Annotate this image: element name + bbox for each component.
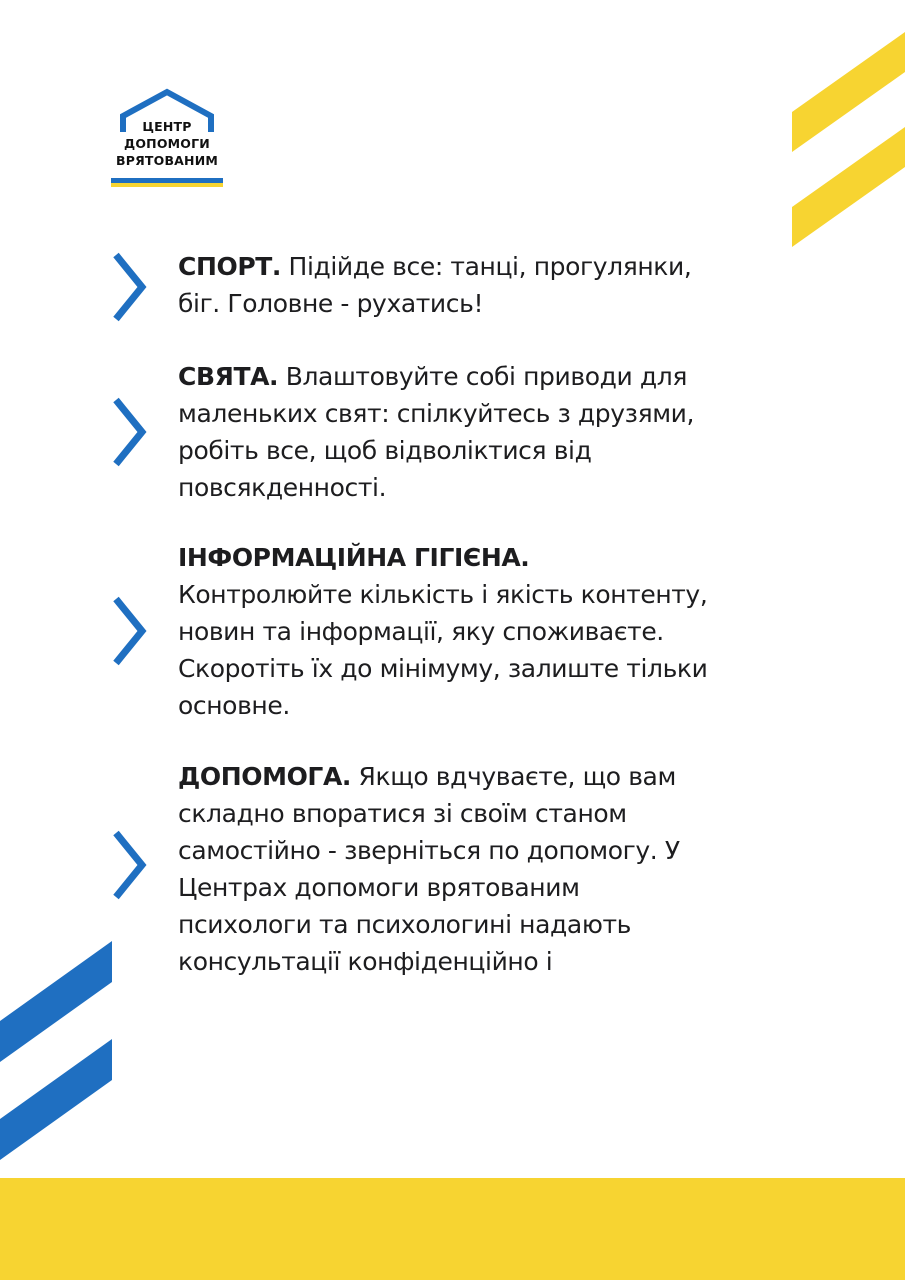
yellow-stripe-middle: [792, 127, 905, 247]
yellow-stripe-top: [792, 32, 905, 152]
logo-text: [108, 118, 226, 169]
tip-text: [178, 358, 778, 395]
organization-logo: [108, 88, 226, 188]
chevron-right-icon: [110, 252, 150, 322]
logo-flag-bar: [111, 178, 223, 187]
footer-yellow-bar: [0, 1178, 905, 1280]
tip-line: Влаштовуйте собі приводи для: [285, 362, 687, 391]
tip-line: робіть все, щоб відволіктися від: [178, 436, 592, 465]
tip-text: [178, 758, 778, 795]
tip-heading: СВЯТА.: [178, 362, 279, 391]
tip-line: основне.: [178, 691, 290, 720]
tip-line: біг. Головне - рухатись!: [178, 289, 484, 318]
tip-information-hygiene: [178, 539, 778, 724]
chevron-right-icon: [110, 596, 150, 666]
tip-line: консультації конфіденційно і: [178, 947, 553, 976]
tip-heading: СПОРТ.: [178, 252, 281, 281]
tip-line: самостійно - зверніться по допомогу. У: [178, 836, 680, 865]
logo-line-1: ЦЕНТР: [142, 119, 192, 134]
tip-heading: ДОПОМОГА.: [178, 762, 351, 791]
tip-line: маленьких свят: спілкуйтесь з друзями,: [178, 399, 695, 428]
tip-line: повсякденності.: [178, 473, 387, 502]
blue-stripe-lower: [0, 1039, 112, 1160]
tip-sport: [178, 248, 778, 322]
tip-holidays: [178, 358, 778, 506]
tip-line: Скоротіть їх до мінімуму, залиште тільки: [178, 654, 708, 683]
chevron-right-icon: [110, 397, 150, 467]
logo-line-2: ДОПОМОГИ: [124, 136, 210, 151]
blue-stripe-upper: [0, 941, 112, 1062]
tip-line: новин та інформації, яку споживаєте.: [178, 617, 664, 646]
tip-line: Якщо вдчуваєте, що вам: [358, 762, 676, 791]
tip-heading: ІНФОРМАЦІЙНА ГІГІЄНА.: [178, 543, 530, 572]
tip-help: [178, 758, 778, 980]
tip-line: психологи та психологині надають: [178, 910, 631, 939]
tip-line: Підійде все: танці, прогулянки,: [288, 252, 692, 281]
tip-line: складно впоратися зі своїм станом: [178, 799, 627, 828]
tip-line: Контролюйте кількість і якість контенту,: [178, 580, 708, 609]
tip-text: [178, 248, 778, 285]
chevron-right-icon: [110, 830, 150, 900]
logo-line-3: ВРЯТОВАНИМ: [115, 153, 219, 168]
tip-line: Центрах допомоги врятованим: [178, 873, 580, 902]
